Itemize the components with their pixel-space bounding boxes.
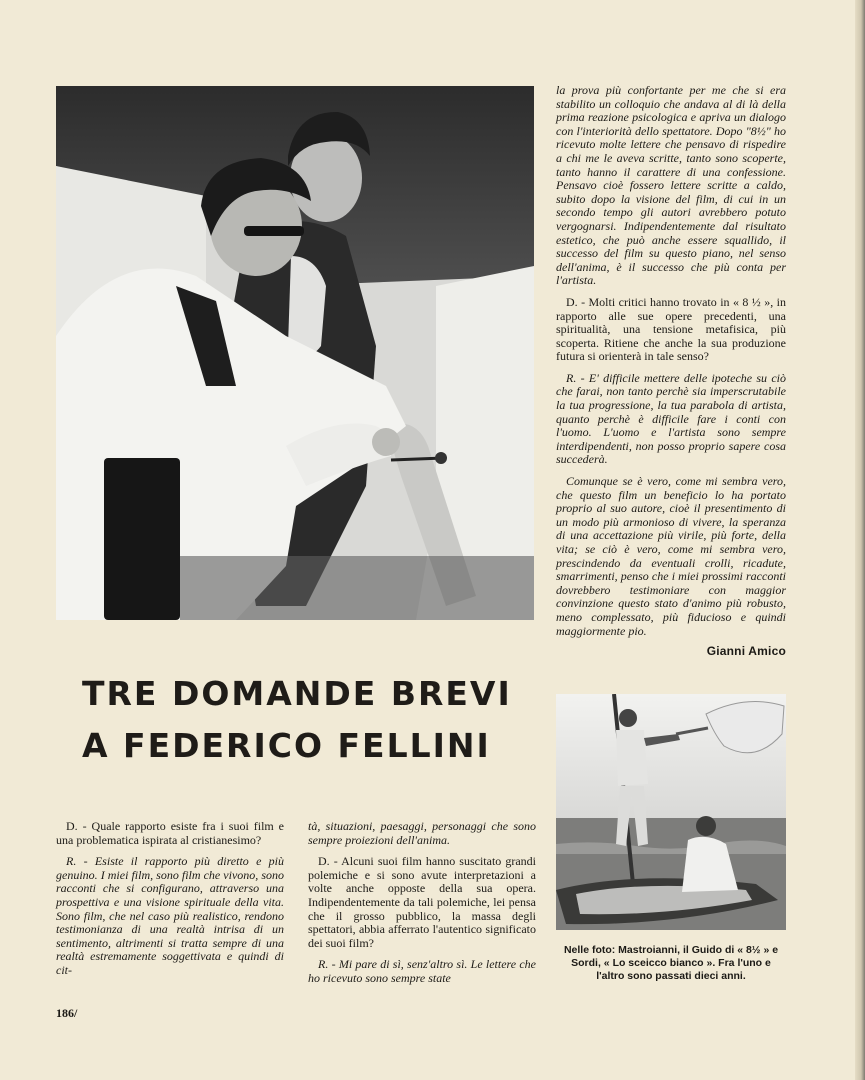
author-signature: Gianni Amico	[706, 644, 786, 658]
page-edge	[855, 0, 865, 1080]
photo-caption: Nelle foto: Mastroianni, il Guido di « 8½ » e Sordi, « Lo sceicco bianco ». Fra l'uno e l'altro sono passati dieci anni.	[563, 944, 779, 982]
article-headline	[82, 668, 542, 772]
small-photo	[556, 694, 786, 930]
left-column-2	[308, 820, 536, 994]
right-column	[556, 84, 786, 646]
main-photo	[56, 86, 534, 620]
question-paragraph: D. - Quale rapporto esiste fra i suoi film e una problematica ispirata al cristianesimo?	[56, 819, 284, 847]
question-paragraph: D. - Alcuni suoi film hanno suscitato grandi polemiche e si sono avute interpretazioni a volte anche opposte della sua opera. Indipendentemente da tali polemiche, lei pensa che il grosso pubblico, la massa degli spettatori, abbia afferrato l'autentico significato dei suoi film?	[308, 854, 536, 950]
answer-paragraph: R. - Esiste il rapporto più diretto e più genuino. I miei film, sono film che vivono, sono racconti che si configurano, attraverso una prospettiva e una visione spirituale della vita. Sono film, che nel caso più realistico, rendono testimonianza di una realtà intrisa di un sentimento, altrimenti si tratta sempre di una realtà estremamente soggettivata e quindi di cit-	[56, 854, 284, 977]
left-column-1	[56, 820, 284, 986]
answer-paragraph: Comunque se è vero, come mi sembra vero, che questo film un beneficio lo ha portato proprio al suo autore, cioè il presentimento di un modo più armonioso di vivere, la speranza di una accettazione più virile, più forte, della vita; se ciò è vero, come mi sembra vero, prescindendo da eventuali crolli, ricadute, smarrimenti, penso che i miei prossimi racconti dovrebbero testimoniare con maggior convinzione questo stato d'animo più robusto, meno complessato, più fiducioso e quindi maggiormente pio.	[556, 474, 786, 638]
answer-paragraph: R. - E' difficile mettere delle ipoteche su ciò che farai, non tanto perchè sia imperscrutabile la tua progressione, la tua parabola di artista, quanto perchè è difficile fare i conti con l'uomo. L'uomo e l'artista sono sempre interdipendenti, non posso proprio sapere cosa succederà.	[556, 370, 786, 467]
answer-paragraph: tà, situazioni, paesaggi, personaggi che sono sempre proiezioni dell'anima.	[308, 819, 536, 847]
paragraph: la prova più confortante per me che si era stabilito un colloquio che andava al di là della prima reazione psicologica e apriva un dialogo con l'interiorità dello spettatore. Dopo "8½" ho ricevuto molte lettere che pensavo di rispedire a chi me le aveva scritte, tanto sono scoperte, tanto hanno il carattere di una confessione. Pensavo cioè fossero lettere scritte a caldo, subito dopo la visione del film, di cui in un secondo tempo gli autori avrebbero potuto vergognarsi. Indipendentemente dal risultato estetico, che può anche essere squallido, il successo del film su questo piano, nel senso dell'anima, è il successo che più conta per l'artista.	[556, 83, 786, 288]
headline-line: TRE DOMANDE BREVI	[82, 674, 512, 713]
question-paragraph: D. - Molti critici hanno trovato in « 8 ½ », in rapporto alle sue opere precedenti, una spiritualità, una tensione metafisica, più scoperta. Ritiene che anche la sua produzione futura si orienterà in tale senso?	[556, 294, 786, 364]
answer-paragraph: R. - Mi pare di sì, senz'altro sì. Le lettere che ho ricevuto sono sempre state	[308, 957, 536, 985]
page-number: 186/	[56, 1006, 78, 1020]
headline-line: A FEDERICO FELLINI	[82, 726, 491, 765]
